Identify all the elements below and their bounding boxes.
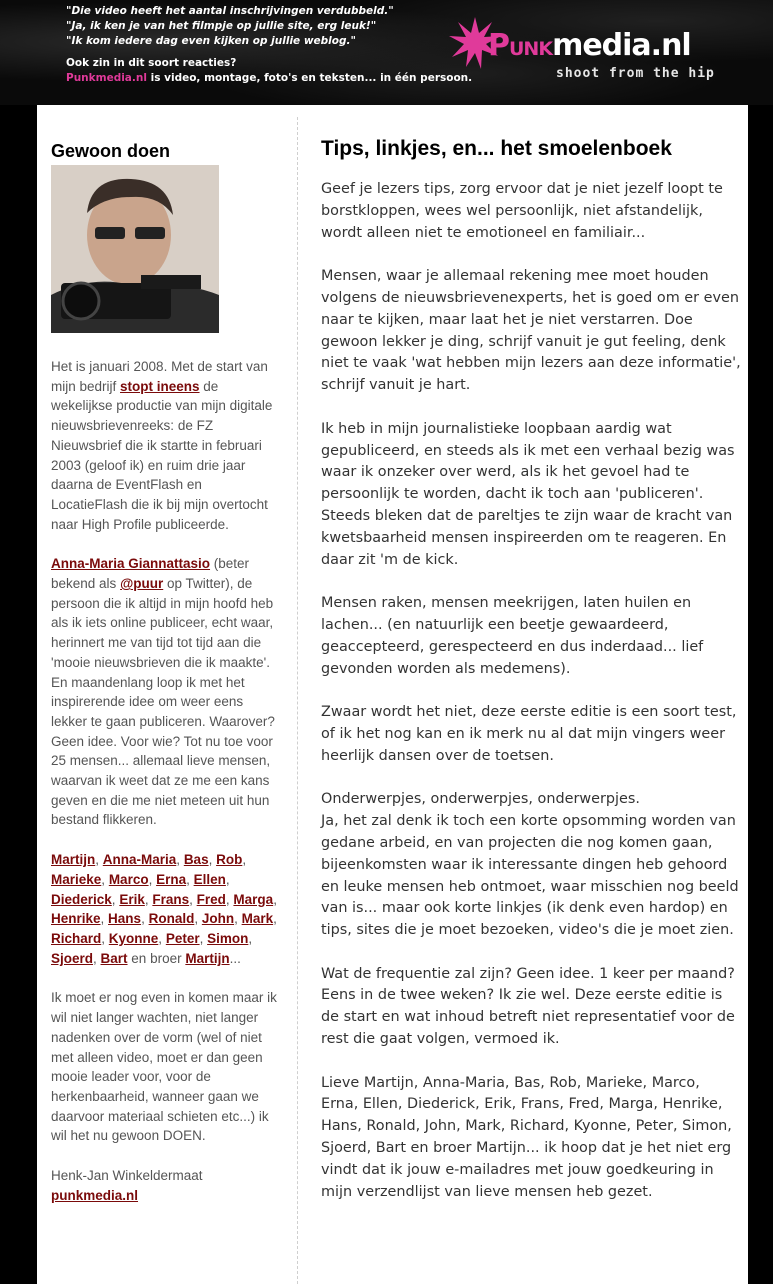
name-link[interactable]: Ellen [193,871,226,887]
name-link[interactable]: Rob [216,852,243,868]
intro-text-1: Het is januari 2008. Met de start van mijn bedrijf [51,359,268,394]
name-link[interactable]: Diederick [51,891,112,907]
invite-brand: Punkmedia.nl [66,72,147,84]
logo-tagline: shoot from the hip [556,66,715,81]
invite-rest: is video, montage, foto's en teksten... in één persoon. [146,72,473,84]
article-paragraph: Zwaar wordt het niet, deze eerste editie is een soort test, of ik het nog kan en ik merk nu al dat mijn vingers weer heerlijk dansen over de toetsen. [321,704,737,764]
author-photo [51,165,219,333]
logo-p: P [488,28,509,63]
name-link[interactable]: Ronald [148,911,195,927]
invite-line [66,71,472,86]
article-paragraph: Mensen, waar je allemaal rekening mee moet houden volgens de nieuwsbrievenexperts, het is goed om er even naar te kijken, maar laat het je niet verstarren. Doe gewoon lekker je ding, schrijf vanuit je gut feeling, denk niet te vaak 'wat hebben mijn lezers aan deze informatie', schrijf vanuit je hart. [321,268,741,394]
article-paragraph: Mensen raken, mensen meekrijgen, laten huilen en lachen... (en natuurlijk een beetje gewaardeerd, geaccepteerd, gerespecteerd en dus inderdaad... lief gevonden worden als medemens). [321,595,704,677]
article-paragraph: Lieve Martijn, Anna-Maria, Bas, Rob, Marieke, Marco, Erna, Ellen, Diederick, Erik, Frans, Fred, Marga, Henrike, Hans, Ronald, John, Mark, Richard, Kyonne, Peter, Simon, Sjoerd, Bart en broer Martijn... ik hoop dat je het niet erg vindt dat ik jouw e-mailadres met jouw goedkeuring in mijn verzendlijst van lieve mensen heb gezet. [321,1074,732,1200]
content-area [37,105,748,1284]
name-link[interactable]: Frans [152,891,190,907]
sidebar-text [51,357,281,1225]
stopt-ineens-link[interactable]: stopt ineens [120,378,200,394]
invite-question: Ook zin in dit soort reacties? [66,57,237,69]
article-paragraph: Onderwerpjes, onderwerpjes, onderwerpjes. Ja, het zal denk ik toch een korte opsomming worden van gedane arbeid, en van projecten die nog komen gaan, bijeenkomsten waar ik interessante dingen heb gehoord en leuke mensen heb ontmoet, waar misschien nog beeld van is... maar ook korte linkjes (ik denk even hardop) en tips, sites die je moet bezoeken, video's die je moet zien. [321,791,739,939]
name-link[interactable]: Simon [207,930,249,946]
name-link[interactable]: Hans [108,911,142,927]
name-link[interactable]: Marga [233,891,274,907]
name-link[interactable]: Marieke [51,871,102,887]
logo-wordmark [488,26,691,69]
names-tail-end: ... [229,950,241,966]
author-photo-illustration [51,165,219,333]
testimonial-quotes [66,4,394,49]
article-title: Tips, linkjes, en... het smoelenboek [321,137,672,160]
name-link[interactable]: Martijn [185,950,230,966]
article-paragraph: Wat de frequentie zal zijn? Geen idee. 1 keer per maand? Eens in de twee weken? Ik zie wel. Deze eerste editie is de start en wat inhoud betreft niet representatief voor de rest die gaat volgen, vermoed ik. [321,965,735,1048]
quote-2: "Ja, ik ken je van het filmpje op jullie site, erg leuk!" [66,20,377,32]
name-link[interactable]: Bas [183,852,209,868]
name-link[interactable]: Anna-Maria [102,852,177,868]
invite-block [66,56,472,86]
article-paragraph: Ik heb in mijn journalistieke loopbaan aardig wat gepubliceerd, en steeds als ik met een verhaal bezig was waar ik onzeker over werd, als ik het gevoel had te persoonlijk te worden, dacht ik toch aan 'publiceren'. Steeds bleken dat de pareltjes te zijn waar de kracht van kwetsbaarheid mensen inspireerden om te reageren. En daar zit 'm de kick. [321,420,735,568]
punkmedia-logo[interactable] [448,16,748,86]
logo-media: media.nl [552,28,691,63]
anna-maria-link[interactable]: Anna-Maria Giannattasio [51,556,211,572]
sidebar-outro: Ik moet er nog even in komen maar ik wil niet langer wachten, niet langer nadenken over de vorm (wel of niet met alleen video, moet er dan geen mooie leader voor, voor de herkenbaarheid, wanneer gaan we daarvoor materiaal schieten etc...) ik wil het nu gewoon DOEN. [51,990,277,1144]
sidebar-names: Martijn, Anna-Maria, Bas, Rob, Marieke, Marco, Erna, Ellen, Diederick, Erik, Frans, Fred, Marga, Henrike, Hans, Ronald, John, Mark, Richard, Kyonne, Peter, Simon, Sjoerd, Bart en broer Martijn... [51,852,277,966]
name-link[interactable]: Fred [196,891,226,907]
quote-1: "Die video heeft het aantal inschrijvingen verdubbeld." [66,5,394,17]
name-link[interactable]: John [201,911,235,927]
sidebar-anna [51,554,281,830]
name-link[interactable]: Martijn [51,852,96,868]
name-link[interactable]: Peter [165,930,200,946]
puur-twitter-link[interactable]: @puur [120,576,164,592]
logo-unk: UNK [509,38,553,60]
names-tail-text: en broer [127,950,186,966]
name-link[interactable]: Richard [51,930,102,946]
name-link[interactable]: Erna [156,871,187,887]
sidebar-intro [51,357,281,534]
quote-3: "Ik kom iedere dag even kijken op jullie weblog." [66,35,356,47]
signature-name: Henk-Jan Winkeldermaat [51,1168,203,1184]
name-link[interactable]: Sjoerd [51,950,94,966]
name-link[interactable]: Marco [108,871,149,887]
name-link[interactable]: Henrike [51,911,101,927]
article-paragraph: Geef je lezers tips, zorg ervoor dat je niet jezelf loopt te borstkloppen, wees wel persoonlijk, niet afstandelijk, wordt alleen niet te emotioneel en familiair... [321,181,723,241]
column-divider [297,117,298,1284]
sidebar-signature [51,1166,281,1205]
header-banner [0,0,773,105]
punkmedia-link[interactable]: punkmedia.nl [51,1187,139,1203]
intro-text-2: de wekelijkse productie van mijn digitale nieuwsbrievenreeks: de FZ Nieuwsbrief die ik startte in februari 2003 (geloof ik) en ruim drie jaar daarna de EventFlash en LocatieFlash die ik bij mijn overtocht naar High Profile publiceerde. [51,378,273,532]
name-link[interactable]: Erik [119,891,145,907]
anna-text-2: op Twitter), de persoon die ik altijd in mijn hoofd heb als ik iets online publiceer, echt waar, herinnert me van tijd tot tijd aan die 'mooie nieuwsbrieven die ik maakte'. En maandenlang loop ik met het inspirerende idee om weer eens lekker te gaan publiceren. Waarover? Geen idee. Voor wie? Tot nu toe voor 25 mensen... allemaal lieve mensen, waarvan ik weet dat ze me een kans geven en die me niet meteen uit hun bestand flikkeren. [51,576,275,828]
sidebar-title: Gewoon doen [51,141,170,161]
article-body [321,179,741,1225]
anna-text-1: (beter bekend als [51,556,250,592]
name-link[interactable]: Bart [100,950,128,966]
name-link[interactable]: Mark [241,911,274,927]
name-link[interactable]: Kyonne [108,930,159,946]
